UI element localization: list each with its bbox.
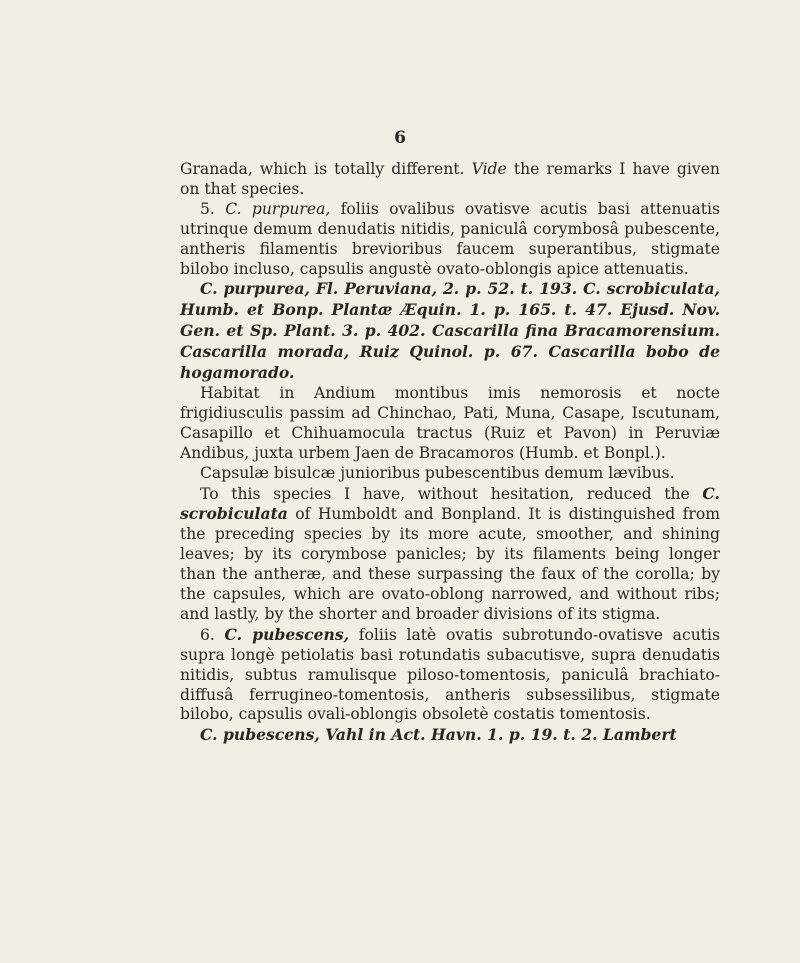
text-run: C. pubescens, Vahl in Act. Havn. 1. p. 19. t. 2. Lambert: [200, 725, 677, 745]
paragraph: [180, 200, 720, 280]
text-run: the remarks I have given on that species.: [180, 160, 720, 198]
text-run: foliis latè ovatis subrotundo-ovatisve acutis supra longè petiolatis basi rotundatis subacutisve, supra denudatis nitidis, subtus ramulisque piloso-tomentosis, paniculâ brachiato-diffusâ ferrugineo-tomentosis, antheris subsessilibus, stigmate bilobo, capsulis ovali-oblongis obsoletè costatis tomentosis.: [180, 625, 720, 724]
text-run: C. scrobiculata: [180, 483, 720, 524]
text-run: of Humboldt and Bonpland. It is distinguished from the preceding species by its more acute, smoother, and shining leaves; by its corymbose panicles; by its filaments being longer than the antheræ, and these surpassing the faux of the corolla; by the capsules, which are ovato-oblong narrowed, and without ribs; and lastly, by the shorter and broader divisions of its stigma.: [180, 505, 720, 623]
paragraph: [180, 464, 720, 484]
text-run: Vide: [471, 160, 507, 178]
text-run: Habitat in Andium montibus imis nemorosis et nocte frigidiusculis passim ad Chinchao, Pati, Muna, Casape, Iscutunam, Casapillo et Chihuamocula tractus (Ruiz et Pavon) in Peruviæ Andibus, juxta urbem Jaen de Bracamoros (Humb. et Bonpl.).: [180, 383, 720, 462]
paragraph: [180, 725, 720, 746]
text-run: C. pubescens,: [224, 624, 350, 644]
paragraph: [180, 625, 720, 726]
text-run: C. purpurea,: [225, 199, 331, 218]
text-run: 6.: [200, 625, 225, 644]
text-run: To this species I have, without hesitation, reduced the: [200, 484, 703, 503]
paragraph: [180, 279, 720, 384]
text-run: 5.: [200, 199, 226, 218]
paragraph: [180, 384, 720, 464]
text-run: C. purpurea, Fl. Peruviana, 2. p. 52. t. 193. C. scrobiculata, Humb. et Bonp. Plantæ Æquin. 1. p. 165. t. 47. Ejusd. Nov. Gen. et Sp. Plant. 3. p. 402. Cascarilla fina Bracamorensium. Cascarilla morada, Ruiz Quinol. p. 67. Cascarilla bobo de hogamorado.: [180, 279, 720, 383]
paragraph: [180, 160, 720, 200]
paragraph: [180, 484, 720, 625]
text-run: Granada, which is totally different.: [180, 160, 472, 178]
text-run: foliis ovalibus ovatisve acutis basi attenuatis utrinque demum denudatis nitidis, paniculâ corymbosâ pubescente, antheris filamentis brevioribus faucem superantibus, stigmate bilobo incluso, capsulis angustè ovato-oblongis apice attenuatis.: [180, 199, 721, 278]
body-text: [180, 160, 720, 746]
page-number: 6: [394, 128, 406, 148]
text-run: Capsulæ bisulcæ junioribus pubescentibus demum lævibus.: [200, 463, 675, 482]
